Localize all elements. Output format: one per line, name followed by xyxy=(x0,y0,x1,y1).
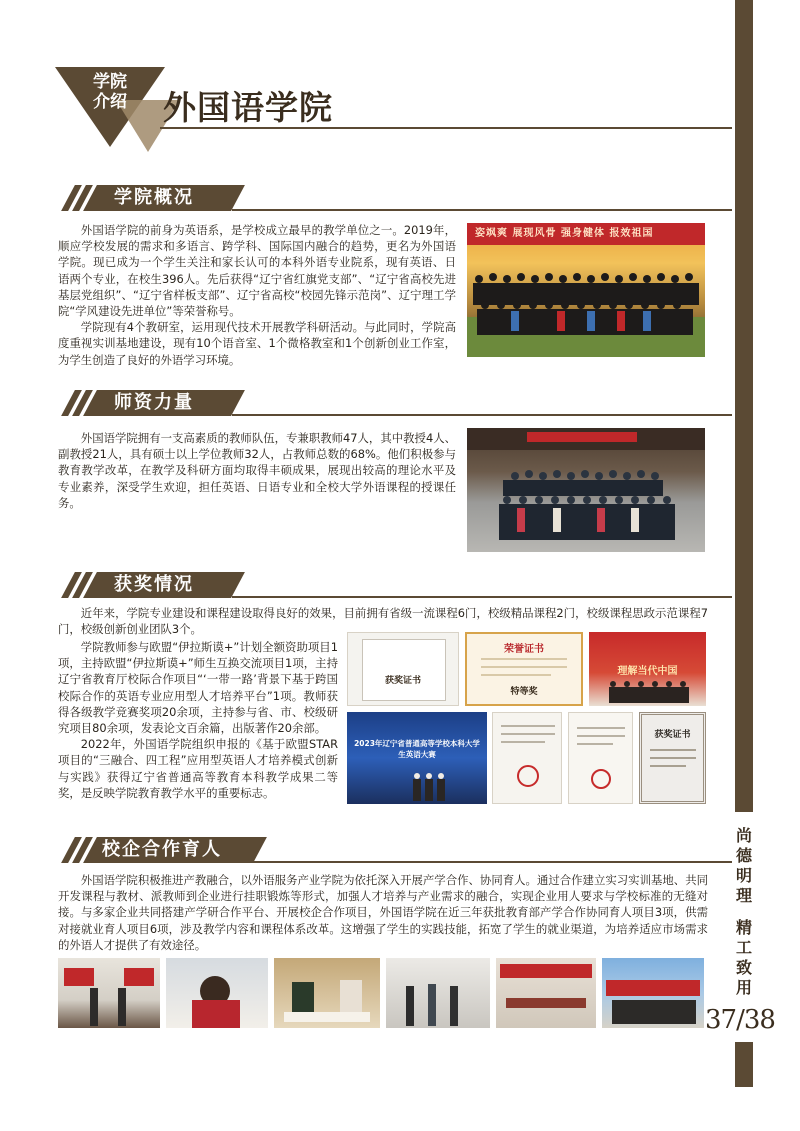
graduates-figures xyxy=(467,247,705,357)
section-title: 师资力量 xyxy=(114,392,194,413)
award-cert-1: 获奖证书 xyxy=(347,632,459,706)
award-cert-5 xyxy=(492,712,562,804)
award-cert-6 xyxy=(568,712,633,804)
awards-text-body: 学院教师参与欧盟“伊拉斯谟+”计划全额资助项目1项，主持欧盟“伊拉斯谟+”师生互换交流项目1项，主持辽宁省教育厅校际合作项目“‘一带一路’背景下基于跨国校际合作的英语专业应用型人才培养平台”1项。教师获得各级教学竞赛奖项20余项，主持参与省、市、校级研究项目80余项，发表论文百余篇，出版著作20余部。 2022年，外国语学院组织申报的《基于欧盟STAR项目的“三融合、四工程”应用型英语人才培养模式创新与实践》获得辽宁省普通高等教育本科教学成果二等奖，是反映学院教育教学水平的重要标志。 xyxy=(58,640,338,800)
coop-text: 外国语学院积极推进产教融合，以外语服务产业学院为依托深入开展产学合作、协同育人。通过合作建立实习实训基地、共同开发课程与教材、派教师到企业进行挂职锻炼等形式，加强人才培养与产业需求的融合，实现企业用人要求与学校标准的无缝对接。与多家企业共同搭建产学研合作平台、开展校企合作项目，外国语学院在近三年获批教育部产学合作协同育人项目3项，供需对接就业育人项目6项，涉及教学内容和课程体系改革。这增强了学生的实践技能，拓宽了学生的就业渠道，为培养适应市场需求的外语人才提供了有效途径。 xyxy=(58,873,708,952)
section-title: 校企合作育人 xyxy=(102,839,222,860)
overview-text: 外国语学院的前身为英语系，是学校成立最早的教学单位之一。2019年，顺应学校发展的需求和多语言、跨学科、国际国内融合的趋势，更名为外国语学院。现已成为一个学生关注和家长认可的本科外语专业院系，现有英语、日语两个专业，在校生396人。先后获得“辽宁省红旗党支部”、“辽宁省高校先进基层党组织”、“辽宁省样板支部”、辽宁省高校“校园先锋示范岗”、辽宁理工学院“学风建设先进单位”等荣誉称号。 学院现有4个教研室，运用现代技术开展教学科研活动。与此同时，学院高度重视实训基地建设，现有10个语音室、1个微格教室和1个创新创业工作室，为学生创造了良好的外语学习环境。 xyxy=(58,223,456,367)
side-bar-top xyxy=(735,0,753,812)
side-bar-bottom xyxy=(735,1042,753,1087)
award-photo-4: 2023年辽宁省普通高等学校本科大学生英语大赛 xyxy=(347,712,487,804)
section-header-coop xyxy=(62,837,732,863)
header-rule xyxy=(160,127,732,129)
page-title: 外国语学院 xyxy=(163,88,333,127)
awards-text-intro: 近年来，学院专业建设和课程建设取得良好的效果，目前拥有省级一流课程6门，校级精品课程2门，校级课程思政示范课程7门，校级创新创业团队3个。 xyxy=(58,606,708,637)
photo-banner: 姿飒爽 展现风骨 强身健体 报效祖国 xyxy=(467,223,705,245)
coop-photo-2 xyxy=(166,958,268,1028)
coop-photo-6 xyxy=(602,958,704,1028)
award-cert-7: 获奖证书 xyxy=(639,712,706,804)
section-title: 学院概况 xyxy=(114,187,194,208)
header-tag: 学院 介绍 xyxy=(93,72,127,112)
faculty-photo-group xyxy=(467,428,705,552)
section-header-awards xyxy=(62,572,732,598)
page-number: 37/38 xyxy=(705,1005,775,1035)
section-header-faculty xyxy=(62,390,732,416)
coop-photo-1 xyxy=(58,958,160,1028)
award-photo-3: 理解当代中国 xyxy=(589,632,706,706)
faculty-text: 外国语学院拥有一支高素质的教师队伍，专兼职教师47人，其中教授4人、副教授21人，具有硕士以上学位教师32人，占教师总数的68%。他们积极参与教育教学改革，在教学及科研方面均取得丰硕成果，展现出较高的理论水平及专业素养，深受学生欢迎，担任英语、日语专业和全校大学外语课程的授课任务。 xyxy=(58,431,456,510)
coop-photo-3 xyxy=(274,958,380,1028)
faculty-figures xyxy=(467,428,705,552)
vertical-slogan: 尚 德 明 理 精 工 致 用 xyxy=(735,826,752,997)
section-title: 获奖情况 xyxy=(114,574,194,595)
coop-photo-5 xyxy=(496,958,596,1028)
coop-photo-4 xyxy=(386,958,490,1028)
award-cert-2: 荣誉证书 特等奖 xyxy=(465,632,583,706)
overview-photo-graduation xyxy=(467,223,705,357)
section-header-overview xyxy=(62,185,732,211)
